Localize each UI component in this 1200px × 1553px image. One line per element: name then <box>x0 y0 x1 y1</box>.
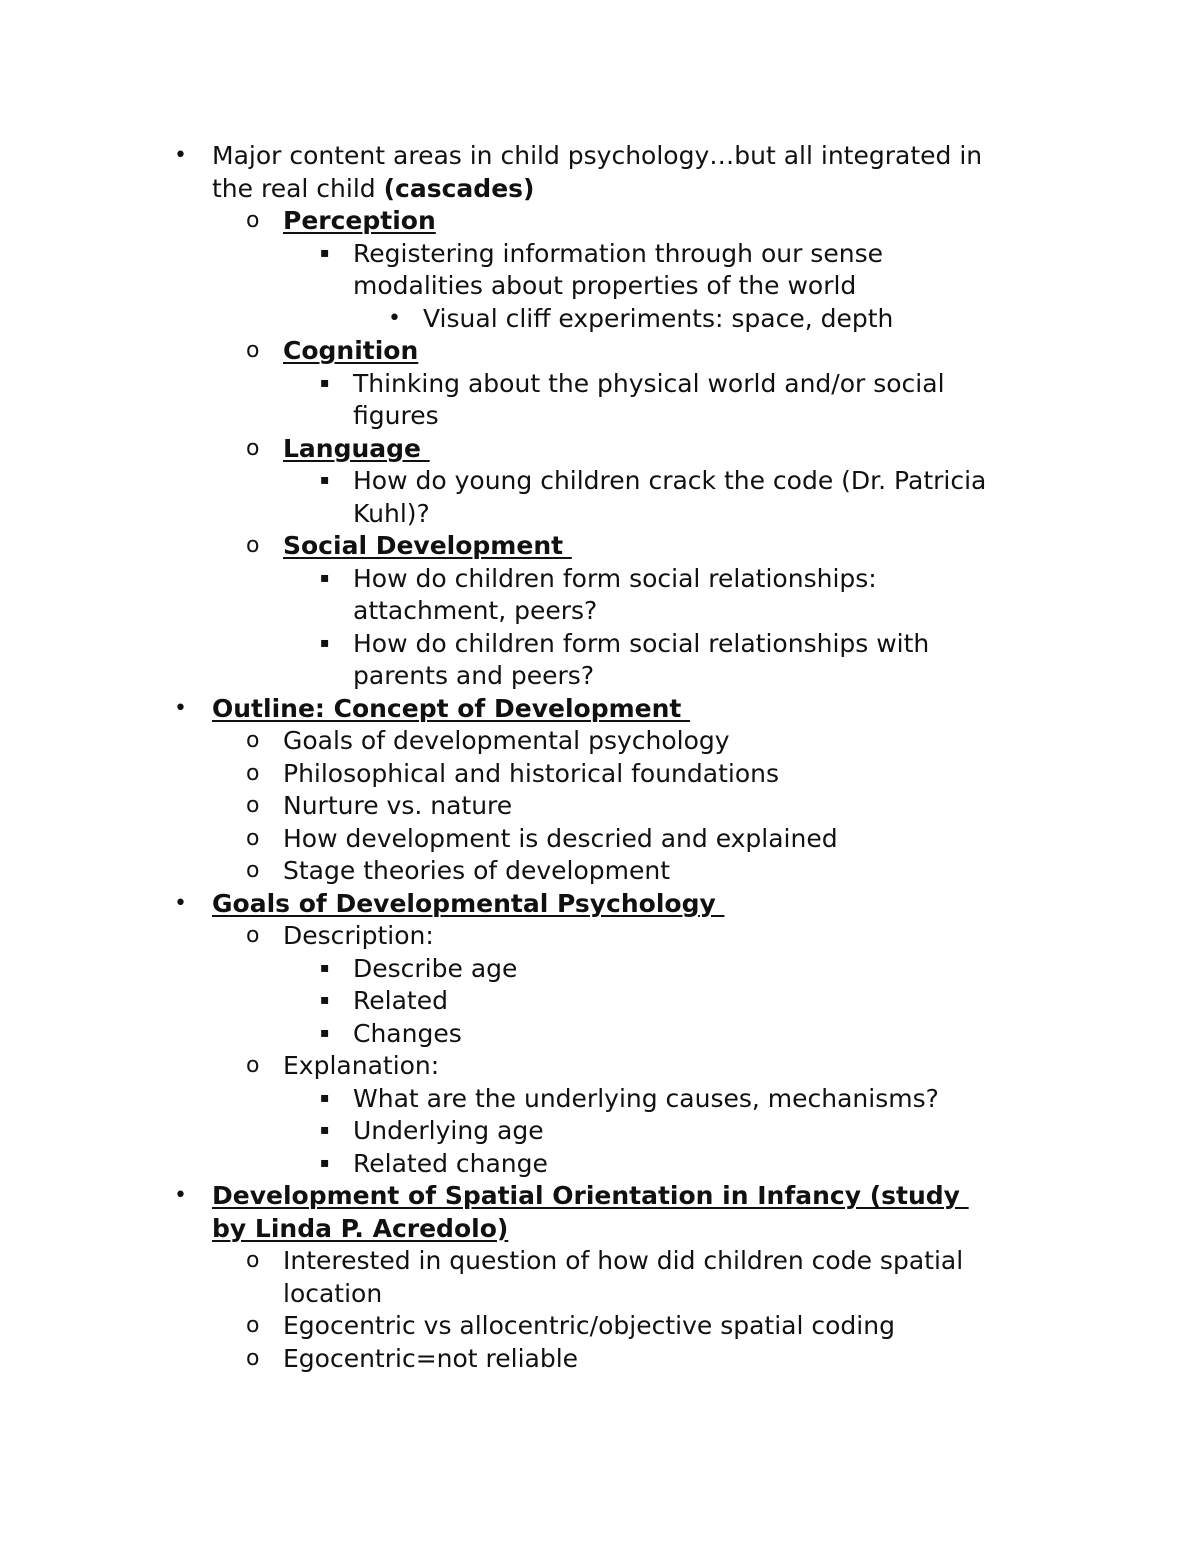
bullet-circle: o <box>246 533 260 558</box>
bullet-square: ▪ <box>320 472 330 488</box>
list-item <box>0 1148 1200 1181</box>
bullet-circle: o <box>246 435 260 461</box>
list-item <box>0 920 1200 953</box>
list-item-continuation <box>0 1278 1200 1311</box>
bullet-circle: o <box>246 208 260 233</box>
bullet-disc: • <box>174 695 187 721</box>
document-page <box>0 140 1200 1375</box>
section-heading-cognition: Cognition <box>283 336 419 365</box>
bullet-disc: • <box>174 890 187 916</box>
item-text: Stage theories of development <box>283 856 671 885</box>
list-item <box>0 855 1200 888</box>
bullet-square: ▪ <box>320 992 330 1008</box>
item-text: the real child <box>212 173 384 203</box>
item-text: Changes <box>353 1018 462 1048</box>
list-item <box>0 1018 1200 1051</box>
item-text: Visual cliff experiments: space, depth <box>423 303 894 333</box>
list-item <box>0 368 1200 401</box>
item-text: Kuhl)? <box>353 498 430 528</box>
section-heading-outline: Outline: Concept of Development <box>212 693 691 723</box>
bullet-circle: o <box>246 760 260 786</box>
section-heading-spatial: Development of Spatial Orientation in Infancy (study <box>212 1181 969 1210</box>
item-text: What are the underlying causes, mechanisms? <box>353 1083 939 1113</box>
list-item-continuation <box>0 660 1200 693</box>
item-text: Egocentric=not reliable <box>283 1343 579 1373</box>
list-item-continuation <box>0 400 1200 433</box>
list-item <box>0 953 1200 986</box>
item-text: Describe age <box>353 953 518 983</box>
list-item <box>0 1050 1200 1083</box>
list-item <box>0 1245 1200 1278</box>
list-item <box>0 823 1200 856</box>
bullet-square: ▪ <box>320 634 330 651</box>
list-item <box>0 693 1200 726</box>
item-text: Explanation: <box>283 1051 440 1080</box>
item-text: Related change <box>353 1148 548 1178</box>
list-item-continuation <box>0 173 1200 206</box>
list-item <box>0 140 1200 173</box>
section-heading-perception: Perception <box>283 206 436 235</box>
list-item <box>0 303 1200 336</box>
item-text: modalities about properties of the world <box>353 271 857 300</box>
bullet-circle: o <box>246 793 260 818</box>
list-item <box>0 758 1200 791</box>
bullet-circle: o <box>246 858 260 883</box>
list-item <box>0 888 1200 921</box>
bullet-square: ▪ <box>320 1122 330 1138</box>
list-item <box>0 238 1200 271</box>
item-text: attachment, peers? <box>353 596 598 625</box>
item-text: figures <box>353 401 439 430</box>
item-text: Registering information through our sense <box>353 238 883 268</box>
list-item <box>0 790 1200 823</box>
list-item <box>0 335 1200 368</box>
list-item <box>0 628 1200 661</box>
bullet-square: ▪ <box>320 959 330 976</box>
item-text: Related <box>353 986 448 1015</box>
bullet-square: ▪ <box>320 1154 330 1171</box>
list-item-continuation <box>0 498 1200 531</box>
item-text: How do young children crack the code (Dr. Patricia <box>353 466 987 495</box>
bullet-disc: • <box>174 1183 187 1208</box>
list-item-continuation <box>0 595 1200 628</box>
bullet-circle: o <box>246 1313 260 1338</box>
list-item <box>0 563 1200 596</box>
bullet-square: ▪ <box>320 374 330 391</box>
bullet-circle: o <box>246 338 260 363</box>
item-text: Goals of developmental psychology <box>283 726 730 755</box>
item-text: Thinking about the physical world and/or social <box>353 368 945 398</box>
list-item <box>0 465 1200 498</box>
item-text: Egocentric vs allocentric/objective spatial coding <box>283 1311 895 1340</box>
bullet-circle: o <box>246 825 260 851</box>
list-item <box>0 725 1200 758</box>
bullet-circle: o <box>246 1345 260 1371</box>
bullet-square: ▪ <box>320 1089 330 1106</box>
list-item <box>0 1343 1200 1376</box>
list-item <box>0 1083 1200 1116</box>
list-item <box>0 433 1200 466</box>
item-text: Interested in question of how did children code spatial <box>283 1246 964 1275</box>
bullet-square: ▪ <box>320 244 330 261</box>
item-text: Description: <box>283 921 434 950</box>
list-item <box>0 985 1200 1018</box>
item-text: parents and peers? <box>353 661 595 690</box>
bullet-square: ▪ <box>320 569 330 586</box>
item-text-bold: (cascades) <box>383 173 535 203</box>
item-text: Philosophical and historical foundations <box>283 758 780 788</box>
section-heading-spatial-continued: by Linda P. Acredolo) <box>212 1213 509 1243</box>
bullet-disc: • <box>174 143 187 168</box>
list-item <box>0 1310 1200 1343</box>
item-text: location <box>283 1278 383 1308</box>
bullet-square: ▪ <box>320 1024 330 1041</box>
item-text: How do children form social relationships with <box>353 628 930 658</box>
list-item-continuation <box>0 1213 1200 1246</box>
bullet-disc: • <box>388 305 401 331</box>
bullet-circle: o <box>246 1248 260 1273</box>
section-heading-social-development: Social Development <box>283 531 572 560</box>
item-text: Major content areas in child psychology…but all integrated in <box>212 141 983 170</box>
section-heading-language: Language <box>283 433 430 463</box>
bullet-circle: o <box>246 728 260 753</box>
section-heading-goals: Goals of Developmental Psychology <box>212 888 725 918</box>
list-item <box>0 1115 1200 1148</box>
bullet-circle: o <box>246 923 260 948</box>
item-text: How do children form social relationships: <box>353 563 877 593</box>
list-item <box>0 205 1200 238</box>
list-item-continuation <box>0 270 1200 303</box>
list-item <box>0 1180 1200 1213</box>
bullet-circle: o <box>246 1053 260 1078</box>
item-text: Underlying age <box>353 1116 544 1145</box>
item-text: How development is descried and explained <box>283 823 838 853</box>
list-item <box>0 530 1200 563</box>
item-text: Nurture vs. nature <box>283 791 513 820</box>
